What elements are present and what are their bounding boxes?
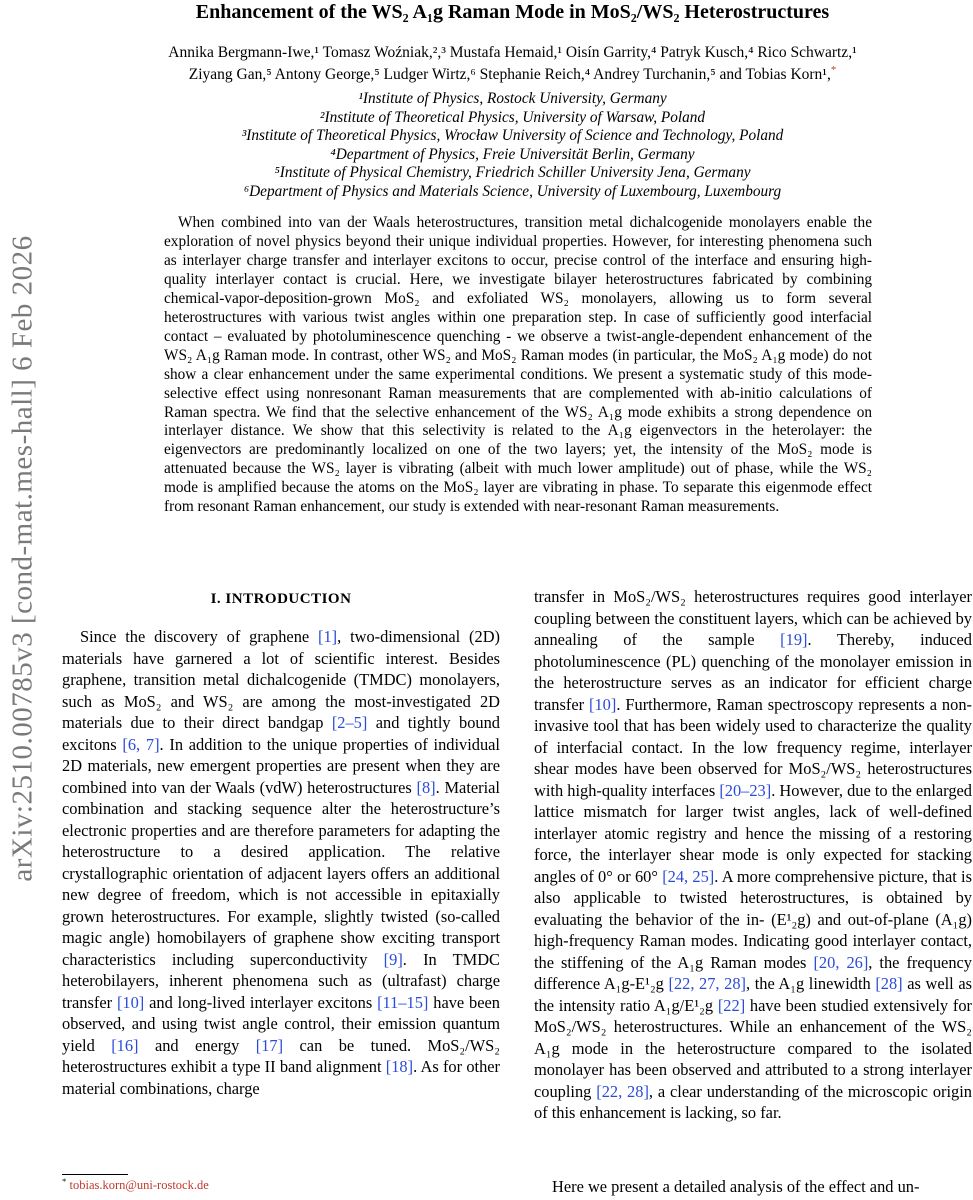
abstract: When combined into van der Waals heterostructures, transition metal dichalcogenide monolayers enable the exploration of novel physics beyond their unique individual properties. However, for interesting phenomena such as interlayer charge transfer and interlayer excitons to occur, precise control of the interface and ensuring high-quality interlayer contact is crucial. Here, we investigate bilayer heterostructures fabricated by combining chemical-vapor-deposition-grown MoS₂ and exfoliated WS₂ monolayers, allowing us to form several heterostructures with various twist angles within one preparation step. In case of sufficiently good interfacial contact – evaluated by photoluminescence quenching - we observe a twist-angle-dependent enhancement of the WS₂ A₁g Raman mode. In contrast, other WS₂ and MoS₂ Raman modes (in particular, the MoS₂ A₁g mode) do not show a clear enhancement under the same experimental conditions. We present a systematic study of this mode-selective effect using nonresonant Raman measurements that are complemented with ab-initio calculations of Raman spectra. We find that the selective enhancement of the WS₂ A₁g mode exhibits a strong dependence on interlayer distance. We show that this selectivity is related to the A₁g eigenvectors in the heterolayer: the eigenvectors are predominantly localized on one of the two layers; yet, the intensity of the MoS₂ mode is attenuated because the WS₂ layer is vibrating (albeit with much lower amplitude) out of phase, while the WS₂ mode is amplified because the atoms on the MoS₂ layer are vibrating in phase. To separate this eigenmode effect from resonant Raman enhancement, our study is extended with near-resonant Raman measurements. <box>164 214 872 516</box>
citation-link[interactable]: [24, 25] <box>662 866 715 886</box>
author-line-2 <box>60 64 965 86</box>
body-text: . A more comprehensive picture, that is also applicable to twisted heterostructures, is obtained by evaluating the behavior of the in- (E¹₂g) and out-of-plane (A₁g) high-frequency Raman modes. Indicating good interlayer contact, the stiffening of the A₁g Raman modes <box>534 866 972 972</box>
body-text: , two-dimensional (2D) materials have garnered a lot of scientific interest. Besides graphene, transition metal dichalcogenide (TMDC) monolayers, such as MoS₂ and WS₂ are among the most-investigated 2D materials due to their direct bandgap <box>62 627 501 732</box>
affiliation-list <box>60 90 965 202</box>
body-text: transfer in MoS₂/WS₂ heterostructures requires good interlayer coupling between the constituent layers, which can be achieved by annealing of the sample <box>534 587 972 649</box>
affiliation-item: ²Institute of Theoretical Physics, University of Warsaw, Poland <box>319 108 706 126</box>
corresponding-author-mark[interactable]: * <box>830 63 837 76</box>
body-text: Since the discovery of graphene <box>80 627 319 646</box>
citation-link[interactable]: [17] <box>255 1035 284 1055</box>
intro-paragraph-2 <box>534 586 972 1124</box>
citation-link[interactable]: [10] <box>116 992 145 1012</box>
affiliation-item: ⁵Institute of Physical Chemistry, Friedrich Schiller University Jena, Germany <box>274 164 751 182</box>
citation-link[interactable]: [6, 7] <box>122 734 160 754</box>
affiliation-item: ³Institute of Theoretical Physics, Wrocław University of Science and Technology, Poland <box>241 127 784 145</box>
paper-title: Enhancement of the WS₂ A₁g Raman Mode in MoS₂/WS₂ Heterostructures <box>195 1 830 23</box>
citation-link[interactable]: [22, 27, 28] <box>668 974 746 993</box>
next-paragraph-start: Here we present a detailed analysis of the effect and un- <box>552 1177 920 1196</box>
citation-link[interactable]: [10] <box>589 694 617 714</box>
citation-link[interactable]: [20, 26] <box>813 952 869 972</box>
citation-link[interactable]: [2–5] <box>331 713 368 732</box>
right-column <box>534 586 972 1124</box>
citation-link[interactable]: [28] <box>875 974 903 993</box>
author-line-1: Annika Bergmann-Iwe,¹ Tomasz Woźniak,²,³ Mustafa Hemaid,¹ Oisín Garrity,⁴ Patryk Kusch,⁴ Rico Schwartz,¹ <box>168 44 857 61</box>
body-text: and energy <box>138 1035 256 1055</box>
body-text: . Thereby, induced photoluminescence (PL) quenching of the monolayer emission in the heterostructure serves as an indicator for efficient charge transfer <box>534 630 972 714</box>
citation-link[interactable]: [22, 28] <box>596 1081 649 1101</box>
body-text: . Furthermore, Raman spectroscopy represents a non-invasive tool that has been widely used to characterize the quality of interfacial contact. In the low frequency regime, interlayer shear modes have been observed for MoS₂/WS₂ heterostructures with high-quality interfaces <box>534 694 972 800</box>
citation-link[interactable]: [18] <box>385 1057 414 1076</box>
author-line-2-text: Ziyang Gan,⁵ Antony George,⁵ Ludger Wirtz,⁶ Stephanie Reich,⁴ Andrey Turchanin,⁵ and Tobias Korn¹, <box>188 66 831 83</box>
body-text: . As for other material combinations, charge <box>62 1057 500 1098</box>
body-text: have been studied extensively for MoS₂/WS₂ heterostructures. While an enhancement of the WS₂ A₁g mode in the heterostructure compared to the isolated monolayer has been observed and attributed to a strong interlayer coupling <box>534 995 972 1101</box>
body-text: . In addition to the unique properties of individual 2D materials, new emergent properties are present when they are combined into van der Waals (vdW) heterostructures <box>62 734 500 797</box>
intro-paragraph-1 <box>62 626 500 1099</box>
email-link[interactable]: tobias.korn@uni-rostock.de <box>69 1178 209 1192</box>
body-text: . However, due to the enlarged lattice mismatch for larger twist angles, lack of well-defined interlayer atomic registry and hence the missing of a restoring force, the interlayer shear mode is only expected for stacking angles of 0° or 60° <box>534 780 972 886</box>
author-list <box>60 42 965 86</box>
citation-link[interactable]: [20–23] <box>719 780 772 800</box>
citation-link[interactable]: [16] <box>111 1035 139 1055</box>
section-heading-introduction: I. INTRODUCTION <box>210 591 352 607</box>
body-text: . In TMDC heterobilayers, inherent phenomena such as (ultrafast) charge transfer <box>62 949 500 1012</box>
body-text: . Material combination and stacking sequence alter the heterostructure’s electronic properties and are therefore parameters for adapting the heterostructure to a desired application. The relative crystallographic orientation of adjacent layers offers an additional new degree of freedom, which is not accessible in epitaxially grown heterostructures. For example, slightly twisted (so-called magic angle) homobilayers of graphene show exciting transport characteristics including superconductivity <box>62 777 500 969</box>
body-text: , a clear understanding of the microscopic origin of this enhancement is lacking, so far. <box>534 1081 972 1122</box>
citation-link[interactable]: [19] <box>780 630 808 649</box>
affiliation-item: ⁴Department of Physics, Freie Universität Berlin, Germany <box>330 145 695 163</box>
body-text: and long-lived interlayer excitons <box>144 992 378 1012</box>
body-text: and tightly bound excitons <box>62 713 500 754</box>
footnote-marker: * <box>62 1175 67 1186</box>
footnote-rule <box>62 1174 128 1175</box>
left-column <box>62 588 500 1099</box>
body-text: can be tuned. MoS₂/WS₂ heterostructures exhibit a type II band alignment <box>62 1035 500 1076</box>
affiliation-item: ⁶Department of Physics and Materials Science, University of Luxembourg, Luxembourg <box>243 182 782 200</box>
citation-link[interactable]: [9] <box>383 949 403 969</box>
body-text: , the A₁g linewidth <box>746 974 876 993</box>
footnote <box>62 1175 209 1193</box>
arxiv-identifier: arXiv:2510.00785v3 [cond-mat.mes-hall] 6 Feb 2026 <box>6 234 39 882</box>
arxiv-sidebar <box>0 208 46 908</box>
citation-link[interactable]: [1] <box>318 627 338 646</box>
body-text: as well as the intensity ratio A₁g/E¹₂g <box>534 974 972 1015</box>
affiliation-item: ¹Institute of Physics, Rostock University, Germany <box>358 90 667 107</box>
citation-link[interactable]: [22] <box>717 995 746 1015</box>
citation-link[interactable]: [11–15] <box>377 992 429 1012</box>
body-text: have been observed, and using twist angle control, their emission quantum yield <box>62 992 501 1055</box>
body-text: , the frequency difference A₁g-E¹₂g <box>534 952 972 993</box>
citation-link[interactable]: [8] <box>416 777 436 797</box>
